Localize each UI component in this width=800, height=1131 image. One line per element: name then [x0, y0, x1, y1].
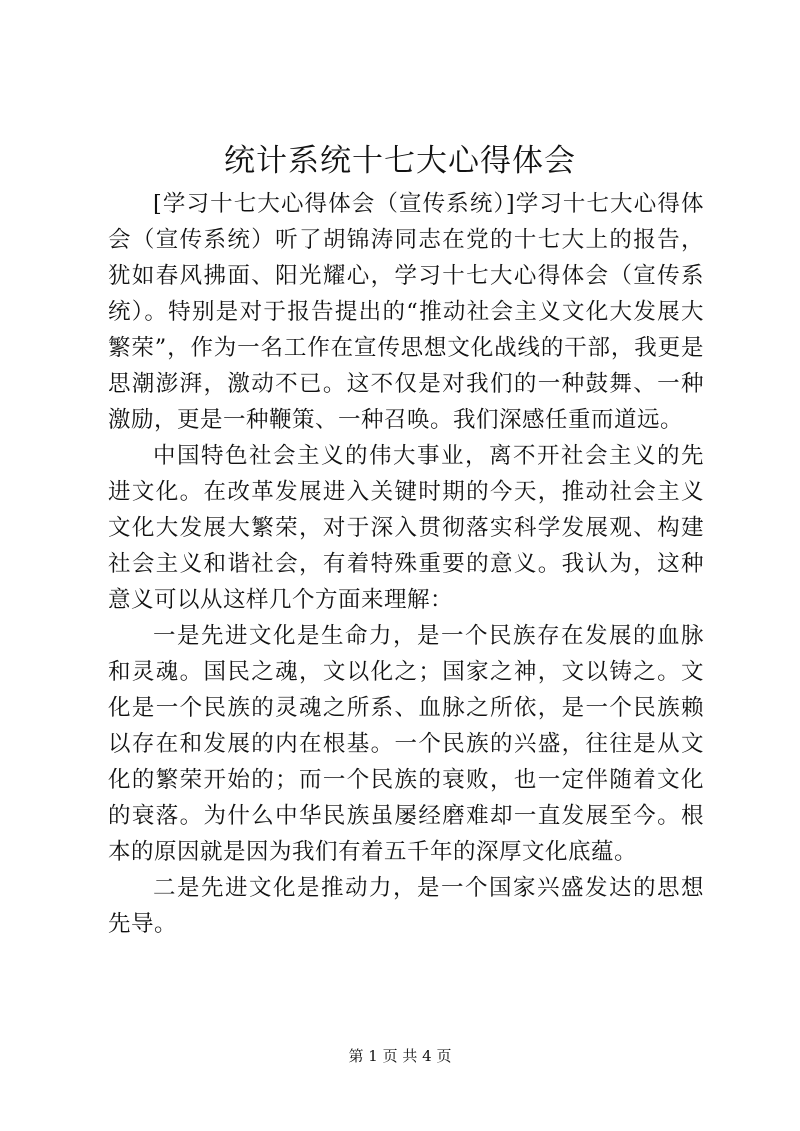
paragraph-1: [学习十七大心得体会（宣传系统）]学习十七大心得体会（宣传系统）听了胡锦涛同志在党的十七大上的报告，犹如春风拂面、阳光耀心，学习十七大心得体会（宣传系统）。特别是对于报告提出的“推动社会主义文化大发展大繁荣”，作为一名工作在宣传思想文化战线的干部，我更是思潮澎湃，激动不已。这不仅是对我们的一种鼓舞、一种激励，更是一种鞭策、一种召唤。我们深感任重而道远。: [108, 191, 704, 433]
paragraph-2: 中国特色社会主义的伟大事业，离不开社会主义的先进文化。在改革发展进入关键时期的今天，推动社会主义文化大发展大繁荣，对于深入贯彻落实科学发展观、构建社会主义和谐社会，有着特殊重要的意义。我认为，这种意义可以从这样几个方面来理解：: [108, 443, 704, 613]
document-title: 统计系统十七大心得体会: [224, 143, 576, 179]
page-footer: 第 1 页 共 4 页: [348, 1047, 452, 1065]
paragraph-3: 一是先进文化是生命力，是一个民族存在发展的血脉和灵魂。国民之魂，文以化之；国家之神，文以铸之。文化是一个民族的灵魂之所系、血脉之所依，是一个民族赖以存在和发展的内在根基。一个民族的兴盛，往往是从文化的繁荣开始的；而一个民族的衰败，也一定伴随着文化的衰落。为什么中华民族虽屡经磨难却一直发展至今。根本的原因就是因为我们有着五千年的深厚文化底蕴。: [108, 623, 704, 865]
paragraph-4: 二是先进文化是推动力，是一个国家兴盛发达的思想先导。: [108, 875, 704, 937]
document-body: [108, 186, 704, 942]
